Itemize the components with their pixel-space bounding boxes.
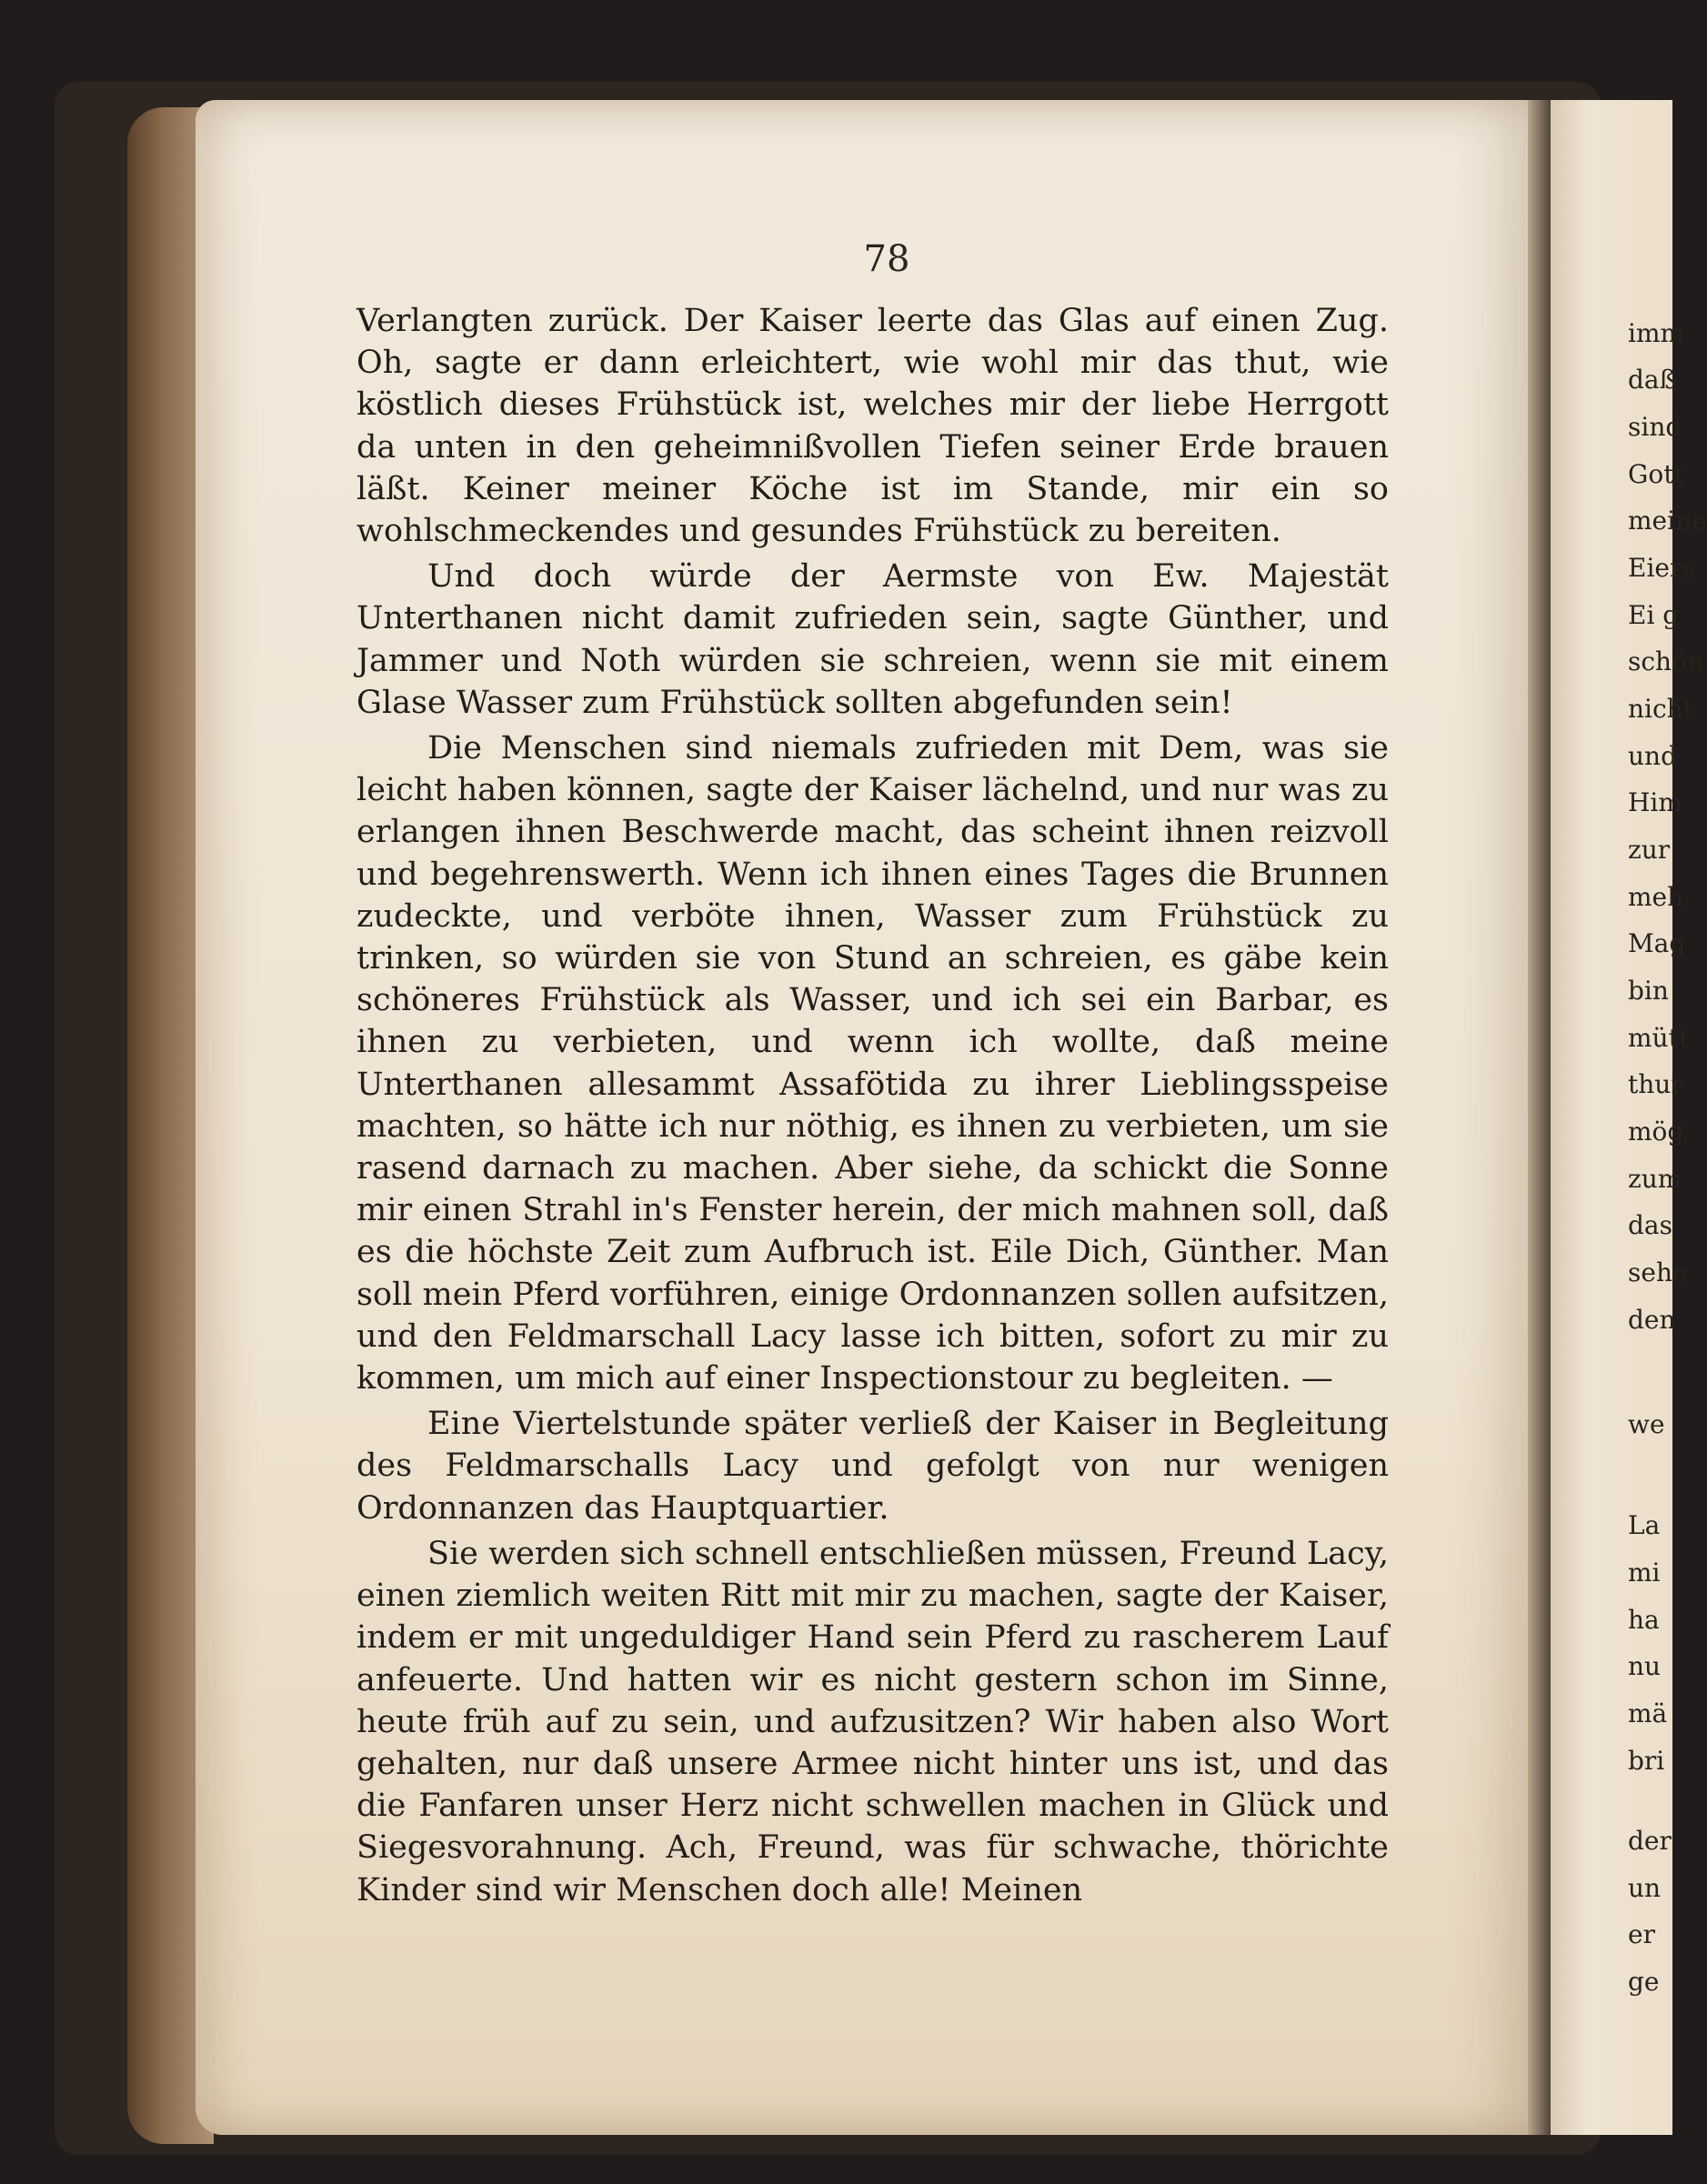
fragment: sind [1628, 412, 1682, 442]
fragment: und [1628, 741, 1677, 771]
fragment: La [1628, 1510, 1661, 1540]
fragment: meine [1628, 506, 1707, 536]
fragment: mä [1628, 1698, 1668, 1728]
fragment: mi [1628, 1558, 1661, 1588]
fragment: thur [1628, 1069, 1683, 1099]
fragment: Him [1628, 787, 1682, 817]
fragment: Eiers [1628, 553, 1695, 583]
fragment: schön [1628, 646, 1703, 676]
fragment: we [1628, 1409, 1665, 1439]
page-number: 78 [863, 238, 910, 280]
fragment: nu [1628, 1651, 1662, 1681]
fragment: bri [1628, 1746, 1665, 1776]
fragment: daß [1628, 365, 1677, 395]
fragment: mütt [1628, 1023, 1690, 1053]
paragraph-4: Eine Viertelstunde später verließ der Kaiser in Begleitung des Feldmarschalls Lacy und gefolgt von nur wenigen Ordonnanzen das Hauptquartier. [356, 1406, 1389, 1527]
fragment: Mag [1628, 928, 1686, 958]
paragraph-5: Sie werden sich schnell entschließen müssen, Freund Lacy, einen ziemlich weiten Ritt mit mir zu machen, sagte der Kaiser, indem er mit ungeduldiger Hand sein Pferd zu rascherem Lauf anfeuerte. Und hatten wir es nicht gestern schon im Sinne, heute früh auf zu sein, und aufzusitzen? Wir haben also Wort gehalten, nur daß unsere Armee nicht hinter uns ist, und das die Fanfaren unser Herz nicht schwellen machen in Glück und Siegesvorahnung. Ach, Freund, was für schwache, thörichte Kinder sind wir Menschen doch alle! Meinen [356, 1535, 1389, 1908]
fragment: Gott [1628, 459, 1684, 489]
page-body-text [356, 300, 1389, 1911]
fragment: zur [1628, 835, 1671, 865]
paragraph-2: Und doch würde der Aermste von Ew. Majestät Unterthanen nicht damit zufrieden sein, sagte Günther, und Jammer und Noth würden sie schreien, wenn sie mit einem Glase Wasser zum Frühstück sollten abgefunden sein! [356, 558, 1389, 721]
fragment: sehe [1628, 1257, 1688, 1287]
fragment: bin [1628, 976, 1669, 1006]
fragment: Ei g [1628, 600, 1680, 630]
fragment: der [1628, 1826, 1672, 1856]
fragment: den [1628, 1305, 1676, 1335]
fragment: imm [1628, 318, 1685, 348]
fragment: nicht [1628, 694, 1693, 724]
fragment: mög [1628, 1117, 1684, 1147]
fragment: zum [1628, 1164, 1682, 1194]
fragment: ge [1628, 1967, 1660, 1997]
fragment: er [1628, 1919, 1655, 1949]
fragment: ha [1628, 1605, 1660, 1635]
paragraph-1: Verlangten zurück. Der Kaiser leerte das Glas auf einen Zug. Oh, sagte er dann erleichtert, wie wohl mir das thut, wie köstlich dieses Frühstück ist, welches mir der liebe Herrgott da unten in den geheimnißvollen Tiefen seiner Erde brauen läßt. Keiner meiner Köche ist im Stande, mir ein so wohlschmeckendes und gesundes Frühstück zu bereiten. [356, 303, 1389, 550]
fragment: un [1628, 1873, 1662, 1903]
fragment: meh [1628, 882, 1684, 912]
paragraph-3: Die Menschen sind niemals zufrieden mit Dem, was sie leicht haben können, sagte der Kaiser lächelnd, und nur was zu erlangen ihnen Beschwerde macht, das scheint ihnen reizvoll und begehrenswerth. Wenn ich ihnen eines Tages die Brunnen zudeckte, und verböte ihnen, Wasser zum Frühstück zu trinken, so würden sie von Stund an schreien, es gäbe kein schöneres Frühstück als Wasser, und ich sei ein Barbar, es ihnen zu verbieten, und wenn ich wollte, daß meine Unterthanen allesammt Assafötida zu ihrer Lieblingsspeise machten, so hätte ich nur nöthig, es ihnen zu verbieten, um sie rasend darnach zu machen. Aber siehe, da schickt die Sonne mir einen Strahl in's Fenster herein, der mich mahnen soll, daß es die höchste Zeit zum Aufbruch ist. Eile Dich, Günther. Man soll mein Pferd vorführen, einige Ordonnanzen sollen aufsitzen, und den Feldmarschall Lacy lasse ich bitten, sofort zu mir zu kommen, um mich auf einer Inspectionstour zu begleiten. — [356, 730, 1389, 1398]
fragment: das [1628, 1210, 1672, 1240]
